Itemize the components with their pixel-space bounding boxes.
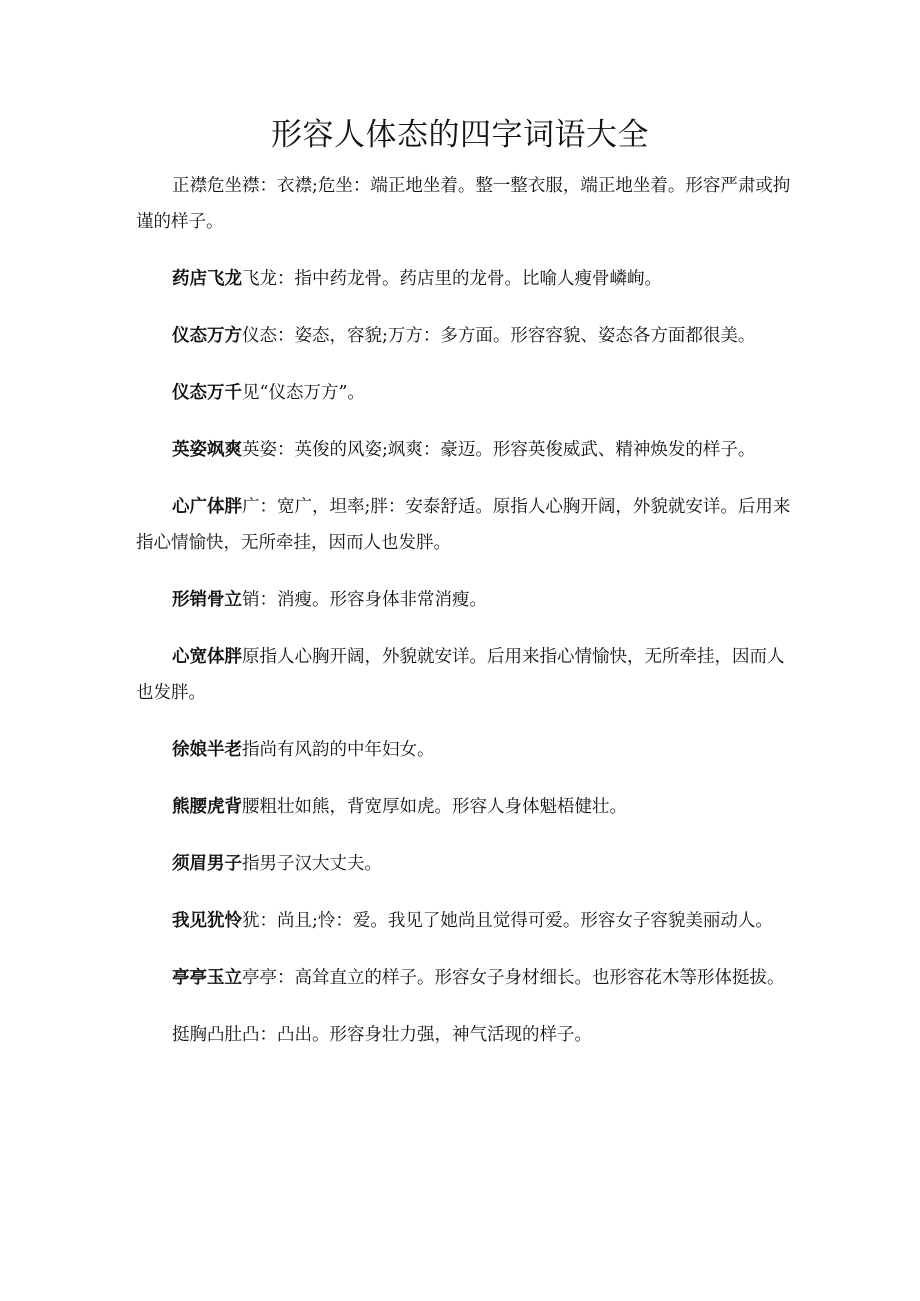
- entry-definition: 仪态：姿态，容貌;万方：多方面。形容容貌、姿态各方面都很美。: [242, 326, 756, 346]
- list-item: [136, 639, 796, 711]
- entry-definition: 指男子汉大丈夫。: [242, 854, 382, 874]
- list-item: [136, 732, 796, 768]
- entry-definition: 广：宽广，坦率;胖：安泰舒适。原指人心胸开阔，外貌就安详。后用来指心情愉快，无所牵挂，因而人也发胖。: [136, 497, 791, 553]
- entry-term: 仪态万千: [172, 383, 242, 403]
- list-item: [136, 432, 796, 468]
- list-item: [136, 582, 796, 618]
- list-item: [136, 489, 796, 561]
- entry-definition: 飞龙：指中药龙骨。药店里的龙骨。比喻人瘦骨嶙峋。: [242, 269, 662, 289]
- list-item: [136, 1017, 796, 1053]
- entry-definition: 襟：衣襟;危坐：端正地坐着。整一整衣服，端正地坐着。形容严肃或拘谨的样子。: [136, 176, 791, 232]
- entry-definition: 凸：凸出。形容身壮力强，神气活现的样子。: [242, 1025, 592, 1045]
- page-title: 形容人体态的四字词语大全: [271, 117, 649, 153]
- entry-definition: 指尚有风韵的中年妇女。: [242, 740, 435, 760]
- list-item: [136, 960, 796, 996]
- entry-term: 心宽体胖: [172, 647, 242, 667]
- entry-definition: 英姿：英俊的风姿;飒爽：豪迈。形容英俊威武、精神焕发的样子。: [242, 440, 756, 460]
- entry-term: 正襟危坐: [172, 176, 242, 196]
- entry-definition: 见“仪态万方”。: [242, 383, 365, 403]
- entry-term: 亭亭玉立: [172, 968, 242, 988]
- entry-term: 仪态万方: [172, 326, 242, 346]
- entry-list: [136, 168, 796, 1074]
- entry-term: 挺胸凸肚: [172, 1025, 242, 1045]
- list-item: [136, 318, 796, 354]
- entry-term: 药店飞龙: [172, 269, 242, 289]
- list-item: [136, 168, 796, 240]
- entry-definition: 销：消瘦。形容身体非常消瘦。: [242, 590, 487, 610]
- list-item: [136, 375, 796, 411]
- list-item: [136, 261, 796, 297]
- entry-term: 心广体胖: [172, 497, 242, 517]
- list-item: [136, 846, 796, 882]
- entry-term: 英姿飒爽: [172, 440, 242, 460]
- entry-term: 形销骨立: [172, 590, 242, 610]
- entry-definition: 犹：尚且;怜：爱。我见了她尚且觉得可爱。形容女子容貌美丽动人。: [242, 911, 773, 931]
- list-item: [136, 903, 796, 939]
- entry-definition: 腰粗壮如熊，背宽厚如虎。形容人身体魁梧健壮。: [242, 797, 627, 817]
- entry-term: 我见犹怜: [172, 911, 242, 931]
- entry-term: 徐娘半老: [172, 740, 242, 760]
- entry-term: 熊腰虎背: [172, 797, 242, 817]
- entry-definition: 亭亭：高耸直立的样子。形容女子身材细长。也形容花木等形体挺拔。: [242, 968, 785, 988]
- entry-definition: 原指人心胸开阔，外貌就安详。后用来指心情愉快，无所牵挂，因而人也发胖。: [136, 647, 785, 703]
- entry-term: 须眉男子: [172, 854, 242, 874]
- list-item: [136, 789, 796, 825]
